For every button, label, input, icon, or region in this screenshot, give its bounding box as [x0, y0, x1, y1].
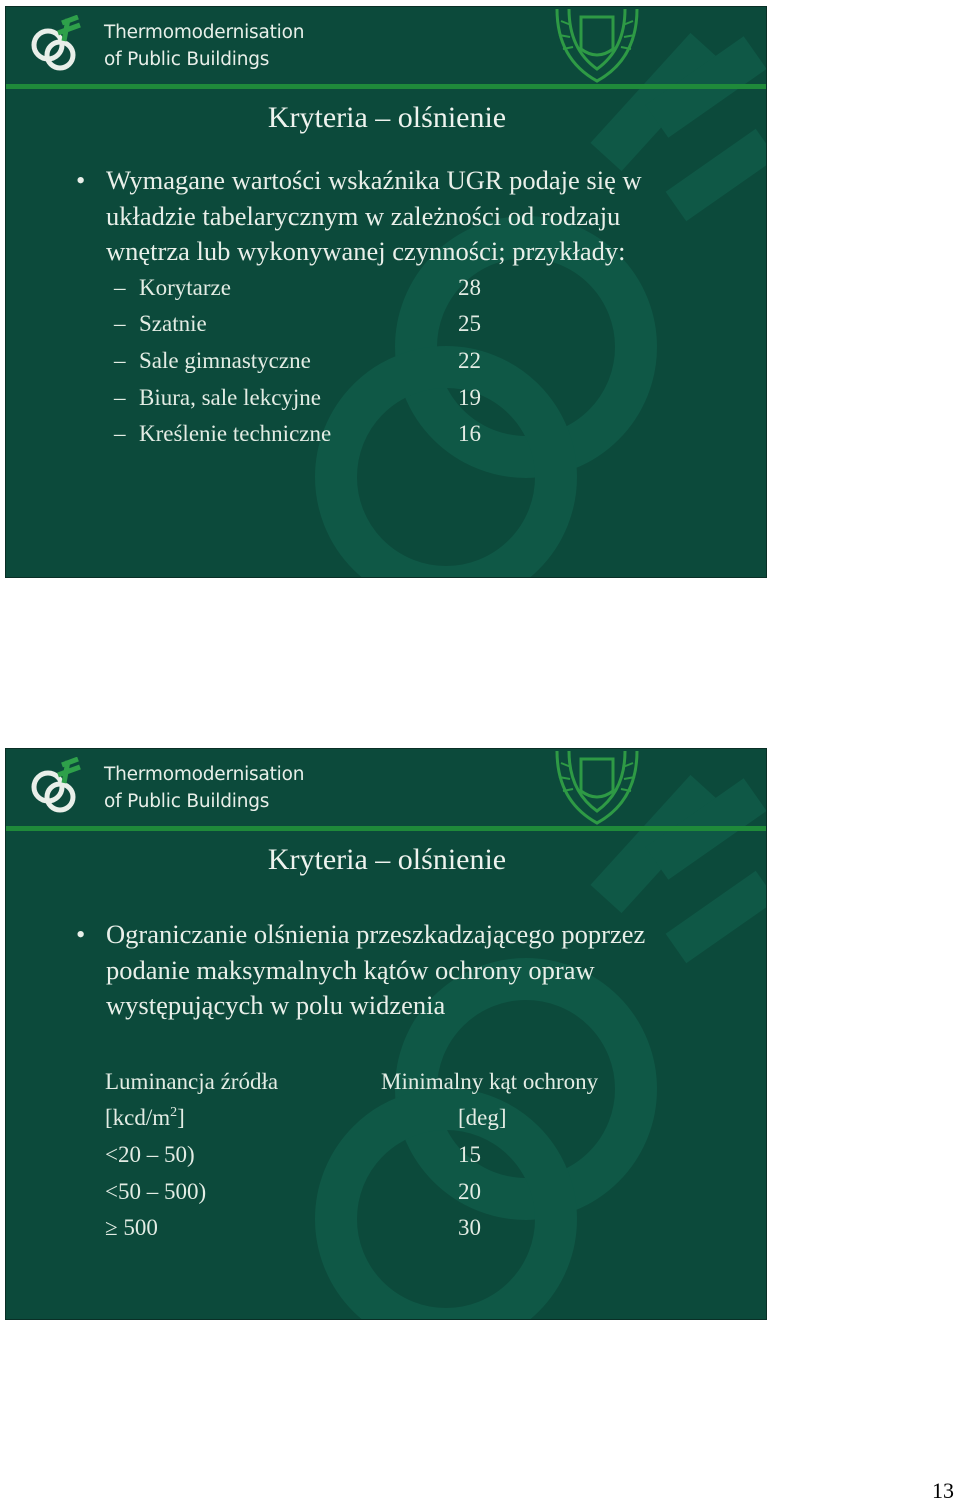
- bullet-line: podanie maksymalnych kątów ochrony opraw: [106, 954, 595, 985]
- list-item-value: 25: [458, 311, 481, 336]
- pwr-logo-icon: [28, 757, 84, 817]
- page-number: 13: [932, 1478, 954, 1503]
- table-unit-angle: [deg]: [458, 1105, 507, 1130]
- slide-2: [5, 748, 767, 1320]
- university-crest-icon: [549, 9, 645, 83]
- table-header-luminance: Luminancja źródła: [105, 1069, 279, 1094]
- list-item-value: 28: [458, 275, 481, 300]
- table-unit-luminance: $[kcd/m^2]$: [105, 1105, 185, 1130]
- bullet-marker: •: [76, 919, 86, 949]
- brand-name: Thermomodernisation of Public Buildings: [104, 764, 305, 812]
- pwr-logo-icon: [28, 15, 84, 75]
- slide-1: Thermomodernisation of Public Buildings Kryteria – olśnienie • Wymagane wartości wskaźnika UGR podaje się w układzie tabelarycznym w zależności od rodzaju wnętrza lub wykonywanej czynności; przykłady: – Korytarze 28 – Szatnie 25 – Sale gimnastyczne 22 – Biura, sale lekcyjne 19 – Kreślenie techniczne 16: [5, 6, 767, 578]
- list-item-value: 19: [458, 385, 481, 410]
- university-crest-icon: [549, 751, 645, 825]
- bullet-line: występujących w polu widzenia: [106, 990, 446, 1020]
- slide-title: Kryteria – olśnienie: [267, 101, 507, 134]
- table-cell-angle: 20: [458, 1179, 481, 1204]
- bullet-marker: •: [76, 165, 86, 195]
- brand-name: Thermomodernisation of Public Buildings: [104, 22, 305, 70]
- bullet-line: wnętrza lub wykonywanej czynności; przykłady:: [106, 236, 626, 266]
- table-cell-range: <20 – 50): [105, 1142, 195, 1167]
- bullet-line: Ograniczanie olśnienia przeszkadzającego poprzez: [106, 919, 646, 949]
- table-cell-angle: 15: [458, 1142, 481, 1167]
- list-item-value: 16: [458, 421, 481, 446]
- list-item-value: 22: [458, 348, 481, 373]
- bullet-line: Wymagane wartości wskaźnika UGR podaje się w: [106, 165, 642, 195]
- table-cell-range: <50 – 500): [105, 1179, 207, 1204]
- table-cell-angle: 30: [458, 1215, 481, 1240]
- table-cell-range: ≥ 500: [105, 1215, 158, 1240]
- slide-title: Kryteria – olśnienie: [267, 843, 507, 876]
- table-header-angle: Minimalny kąt ochrony: [381, 1069, 599, 1094]
- header-divider: [6, 84, 767, 89]
- bullet-line: układzie tabelarycznym w zależności od rodzaju: [106, 200, 621, 231]
- header-divider: [6, 826, 767, 831]
